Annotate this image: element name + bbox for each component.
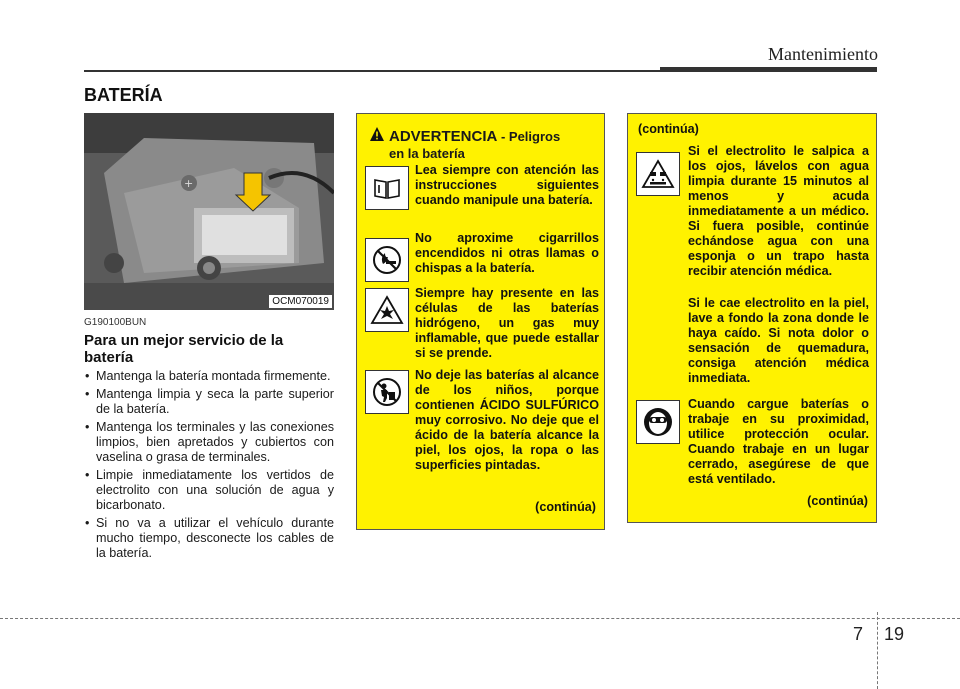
footer-rule [0, 618, 960, 619]
section-title: BATERÍA [84, 85, 163, 105]
corrosive-acid-icon [636, 152, 680, 196]
warning-item-text: Siempre hay presente en las células de las baterías hidrógeno, un gas muy inflamable, que puede estallar si se prende. [415, 286, 599, 360]
continued-label: (continúa) [638, 122, 699, 136]
warning-item-text: Cuando cargue baterías o trabaje en su proximidad, utilice protección ocular. Cuando trabaje en un lugar cerrado, asegúrese de que está ventilado. [688, 397, 869, 486]
page-number: 19 [884, 624, 905, 644]
keep-away-children-icon [365, 370, 409, 414]
warning-box-continued [627, 113, 877, 523]
warning-heading [389, 128, 599, 162]
no-smoking-flame-icon [365, 238, 409, 282]
warning-title: ADVERTENCIA [389, 128, 498, 145]
continued-label: (continúa) [807, 494, 868, 508]
battery-photo [84, 113, 334, 310]
footer-divider [877, 612, 878, 689]
list-item: • Mantenga limpia y seca la parte superior de la batería. [84, 387, 334, 417]
warning-item-text: Lea siempre con atención las instrucciones siguientes cuando manipule una batería. [415, 163, 599, 207]
warning-item-text: Si el electrolito le salpica a los ojos, lávelos con agua limpia durante 15 minutos al menos y acuda inmediatamente a un médico. Si fuera posible, continúe echándose agua con una esponja o un trapo hasta recibir atención médica. [688, 144, 869, 278]
subheading: Para un mejor servicio de la batería [84, 332, 284, 366]
list-item: • Mantenga la batería montada firmemente. [84, 369, 334, 384]
maintenance-bullet-list [84, 369, 334, 564]
eye-protection-icon [636, 400, 680, 444]
warning-item-text: No deje las baterías al alcance de los niños, porque contienen ÁCIDO SULFÚRICO muy corrosivo. No deje que el ácido de la batería alcance la piel, los ojos, la ropa o las superficies pintadas. [415, 368, 599, 472]
continued-label: (continúa) [535, 500, 596, 514]
battery-illustration [84, 113, 334, 310]
page-header-title: Mantenimiento [768, 44, 878, 64]
photo-code: OCM070019 [269, 295, 332, 308]
warning-subtitle-line2: en la batería [389, 146, 465, 161]
warning-subtitle: - Peligros [497, 129, 561, 144]
list-item: • Si no va a utilizar el vehículo durante mucho tiempo, desconecte los cables de la batería. [84, 516, 334, 561]
chapter-number: 7 [853, 624, 864, 644]
warning-item-text: Si le cae electrolito en la piel, lave a fondo la zona donde le haya caído. Si nota dolor o sensación de quemadura, consiga atención médica inmediata. [688, 296, 869, 385]
explosion-icon [365, 288, 409, 332]
manual-book-icon [365, 166, 409, 210]
list-item: • Limpie inmediatamente los vertidos de electrolito con una solución de agua y bicarbonato. [84, 468, 334, 513]
warning-item-text: No aproxime cigarrillos encendidos ni otras llamas o chispas a la batería. [415, 231, 599, 275]
reference-code: G190100BUN [84, 317, 147, 328]
list-item: • Mantenga los terminales y las conexiones limpios, bien apretados y cubiertos con vaselina o grasa de terminales. [84, 420, 334, 465]
warning-triangle-icon [369, 126, 385, 142]
warning-box-hazards [356, 113, 605, 530]
svg-text:+: + [184, 177, 194, 190]
header-rule-accent [660, 67, 877, 72]
